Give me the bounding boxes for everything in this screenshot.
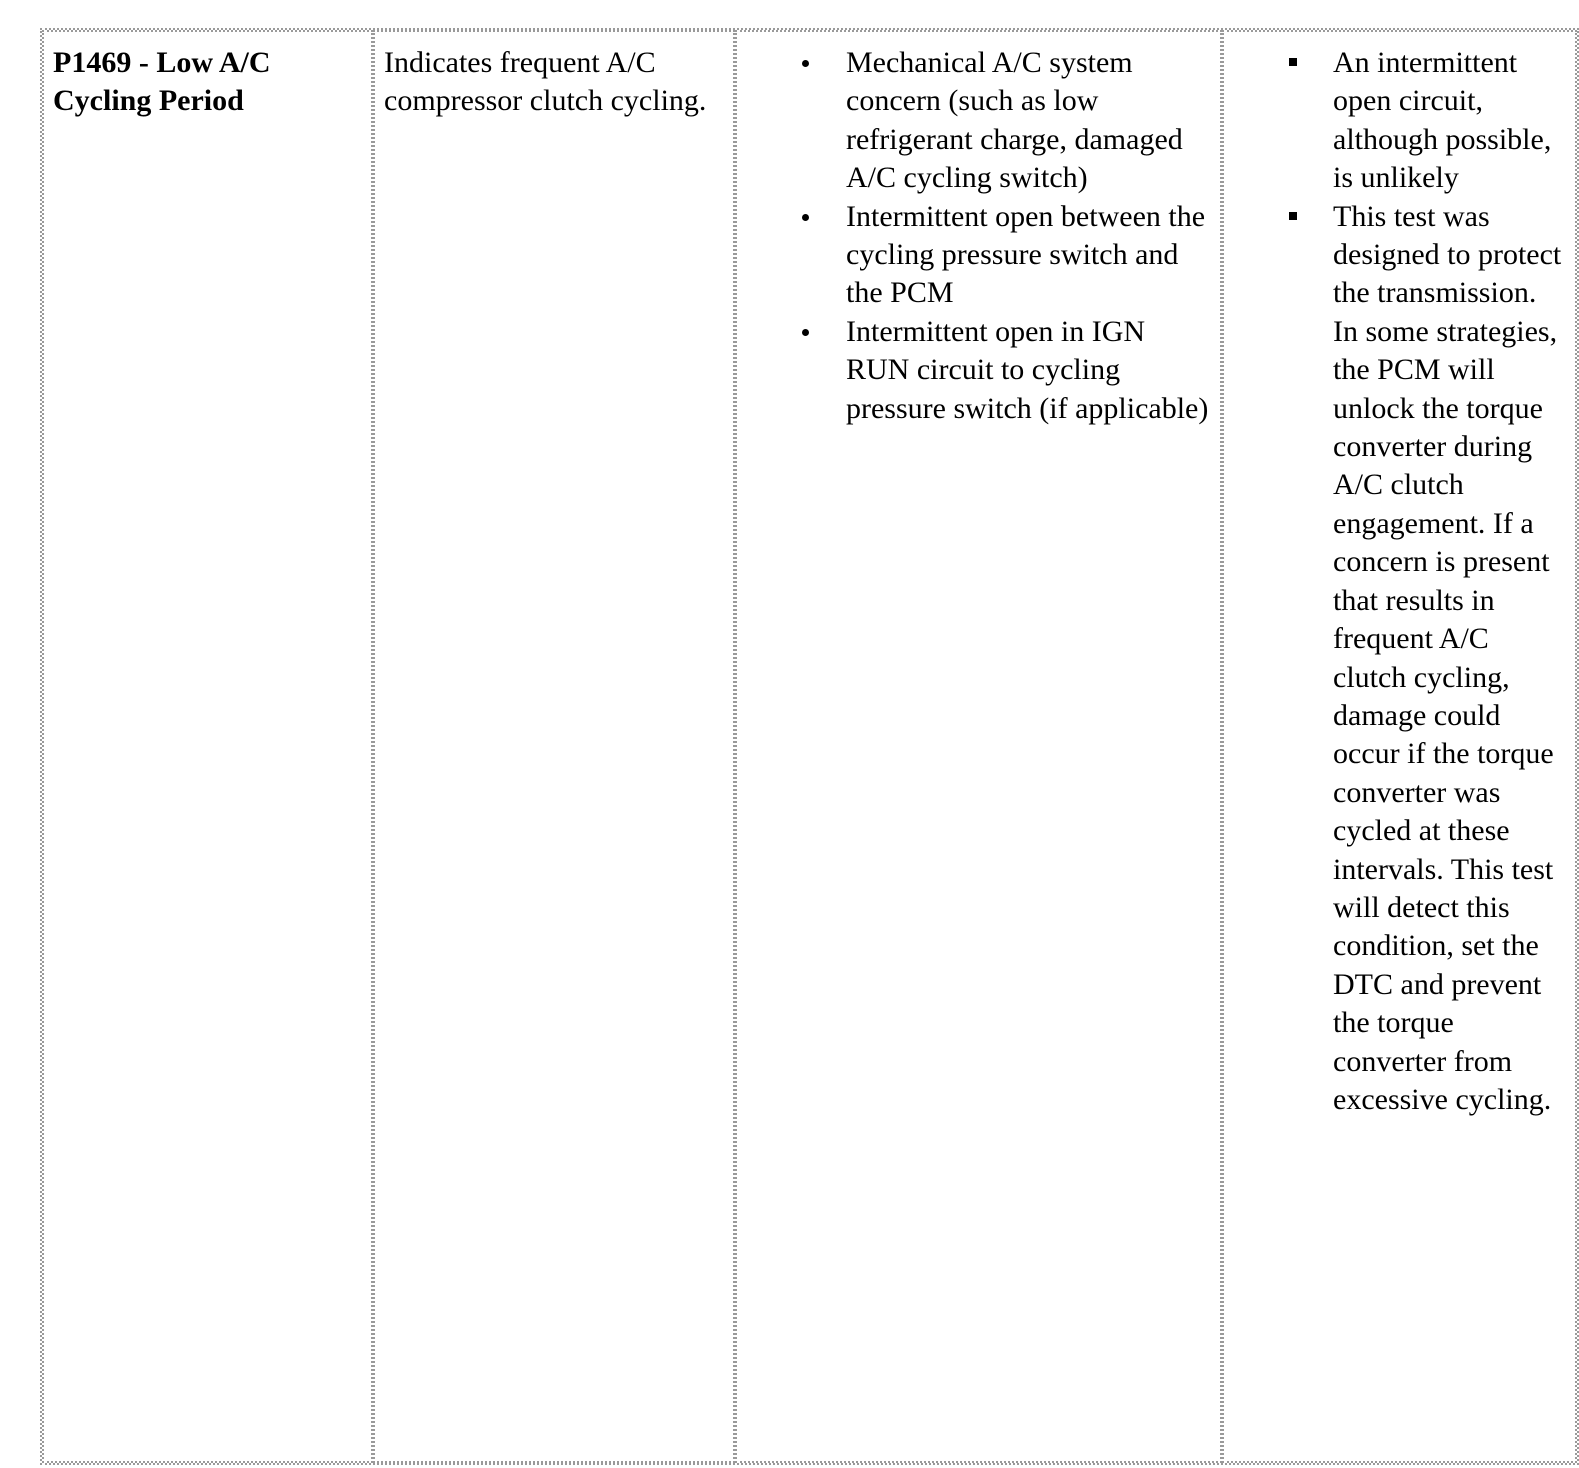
dtc-code-cell	[42, 30, 373, 1463]
description-cell	[373, 30, 735, 1463]
list-item: Intermittent open in IGN RUN circuit to cycling pressure switch (if applicable)	[846, 313, 1212, 428]
list-item: Mechanical A/C system concern (such as low refrigerant charge, damaged A/C cycling switch)	[846, 44, 1212, 198]
possible-causes-list	[746, 44, 1212, 428]
list-item: An intermittent open circuit, although possible, is unlikely	[1333, 44, 1567, 198]
notes-list	[1233, 44, 1567, 1119]
list-item: This test was designed to protect the transmission. In some strategies, the PCM will unlock the torque converter during A/C clutch engagement. If a concern is present that results in frequent A/C clutch cycling, damage could occur if the torque converter was cycled at these intervals. This test will detect this condition, set the DTC and prevent the torque converter from excessive cycling.	[1333, 198, 1567, 1120]
dtc-description: Indicates frequent A/C compressor clutch cycling.	[384, 46, 707, 118]
notes-cell	[1222, 30, 1577, 1463]
list-item: Intermittent open between the cycling pressure switch and the PCM	[846, 198, 1212, 313]
dtc-code: P1469 - Low A/C Cycling Period	[53, 46, 271, 118]
table-row	[42, 30, 1577, 1463]
dtc-table	[40, 28, 1579, 1465]
possible-causes-cell	[735, 30, 1222, 1463]
